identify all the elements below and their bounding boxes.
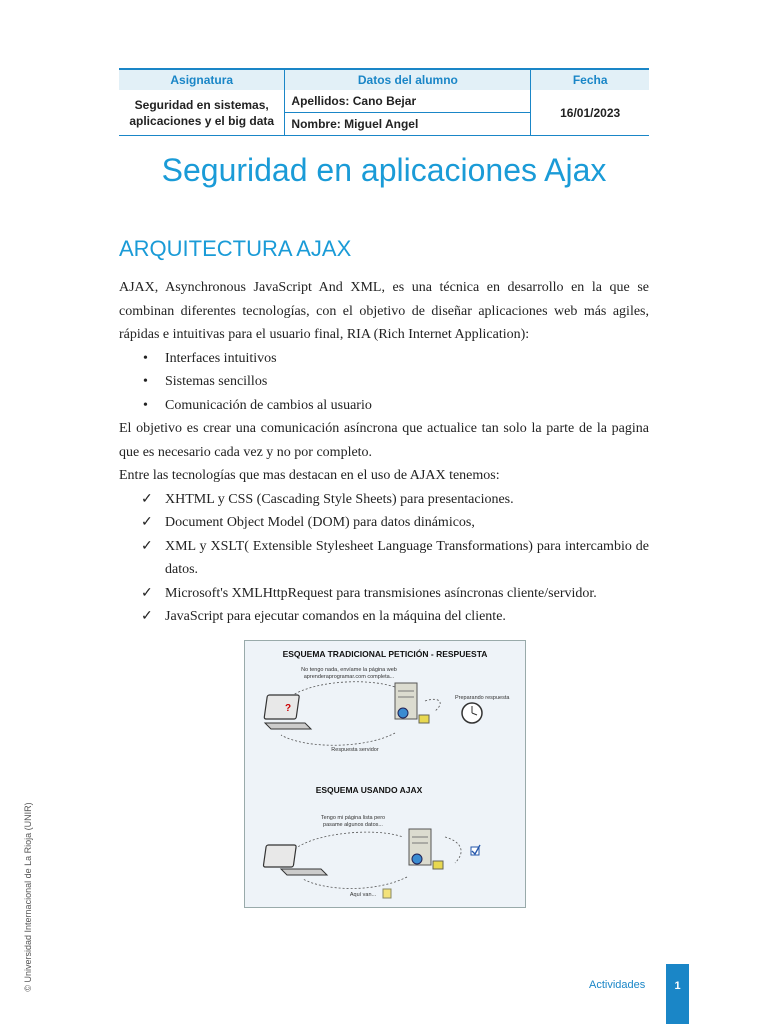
body-text: [119, 276, 649, 629]
feature-item: • Interfaces intuitivos: [119, 347, 649, 371]
document-icon: [383, 889, 391, 898]
technology-text: Microsoft's XMLHttpRequest para transmisiones asíncronas cliente/servidor.: [165, 585, 597, 601]
ajax-diagram: [244, 640, 526, 908]
preparing-label: Preparando respuesta: [455, 695, 510, 701]
technology-text: JavaScript para ejecutar comandos en la máquina del cliente.: [165, 609, 506, 624]
diagram-title-traditional: ESQUEMA TRADICIONAL PETICIÓN - RESPUESTA: [282, 649, 488, 659]
header-date-label: Fecha: [531, 69, 649, 90]
header-subject-label: Asignatura: [119, 69, 285, 90]
technology-item: [119, 511, 649, 535]
technology-text: XML y XSLT( Extensible Stylesheet Language Transformations) para intercambio de datos.: [165, 538, 649, 577]
page-title: Seguridad en aplicaciones Ajax: [161, 152, 607, 188]
copyright-text: © Universidad Internacional de La Rioja (UNIR): [23, 802, 33, 992]
here-label: Aquí van...: [349, 892, 377, 898]
laptop-icon: [264, 695, 311, 729]
technology-text: XHTML y CSS (Cascading Style Sheets) para presentaciones.: [165, 491, 514, 507]
laptop-icon: [263, 845, 327, 875]
subject-line-1: Seguridad en sistemas,: [134, 97, 269, 112]
subject-line-2: aplicaciones y el big data: [129, 113, 275, 128]
student-surname: Apellidos: Cano Bejar: [285, 90, 531, 113]
check-icon: ✓: [141, 538, 153, 554]
check-icon: ✓: [141, 491, 153, 507]
diagram-ajax-text-1: Tengo mi página lista pero: [320, 815, 386, 821]
request-arrow: [285, 682, 395, 701]
student-name: Nombre: Miguel Angel: [285, 113, 531, 136]
technology-item: [119, 535, 649, 582]
objective-paragraph: El objetivo es crear una comunicación asíncrona que actualice tan solo la parte de la pagina que es necesario cada vez y no por completo.: [119, 421, 649, 460]
technology-item: [119, 605, 649, 629]
section-title: ARQUITECTURA AJAX: [119, 236, 352, 261]
subject-cell: [119, 90, 285, 136]
side-credit: [14, 800, 33, 1000]
response-label: Respuesta servidor: [331, 747, 379, 753]
technology-list: [119, 488, 649, 629]
server-icon: [395, 683, 429, 723]
footer-label: Actividades: [589, 979, 646, 991]
checkbox-icon: [471, 845, 480, 855]
diagram-title-ajax: ESQUEMA USANDO AJAX: [315, 785, 423, 795]
check-icon: ✓: [141, 609, 153, 624]
intro-paragraph: AJAX, Asynchronous JavaScript And XML, es una técnica en desarrollo en la que se combinan diferentes tecnologías, con el objetivo de diseñar aplicaciones web más agiles, rápidas e intuitivas para el usuario final, RIA (Rich Internet Application):: [119, 280, 649, 342]
diagram-request-text-1: No tengo nada, envíame la página web: [301, 667, 397, 673]
svg-text:?: ?: [285, 703, 292, 714]
technology-item: [119, 488, 649, 512]
clock-icon: [462, 703, 482, 723]
diagram-ajax-text-2: pasame algunos datos...: [323, 822, 383, 828]
response-arrow: [281, 733, 395, 745]
page-number: 1: [666, 964, 689, 1024]
diagram-request-text-2: aprenderaprogramar.com completa...: [303, 674, 395, 680]
header-student-label: Datos del alumno: [285, 69, 531, 90]
header-table: [119, 68, 649, 136]
server-icon: [409, 829, 443, 869]
feature-item: • Sistemas sencillos: [119, 370, 649, 394]
technology-item: [119, 582, 649, 606]
date-value: 16/01/2023: [531, 90, 649, 136]
check-icon: ✓: [141, 515, 153, 530]
technology-text: Document Object Model (DOM) para datos dinámicos,: [165, 515, 475, 530]
feature-list: [119, 347, 649, 418]
check-icon: ✓: [141, 585, 153, 601]
feature-item: • Comunicación de cambios al usuario: [119, 394, 649, 418]
tech-intro: Entre las tecnologías que mas destacan en el uso de AJAX tenemos:: [119, 468, 500, 483]
